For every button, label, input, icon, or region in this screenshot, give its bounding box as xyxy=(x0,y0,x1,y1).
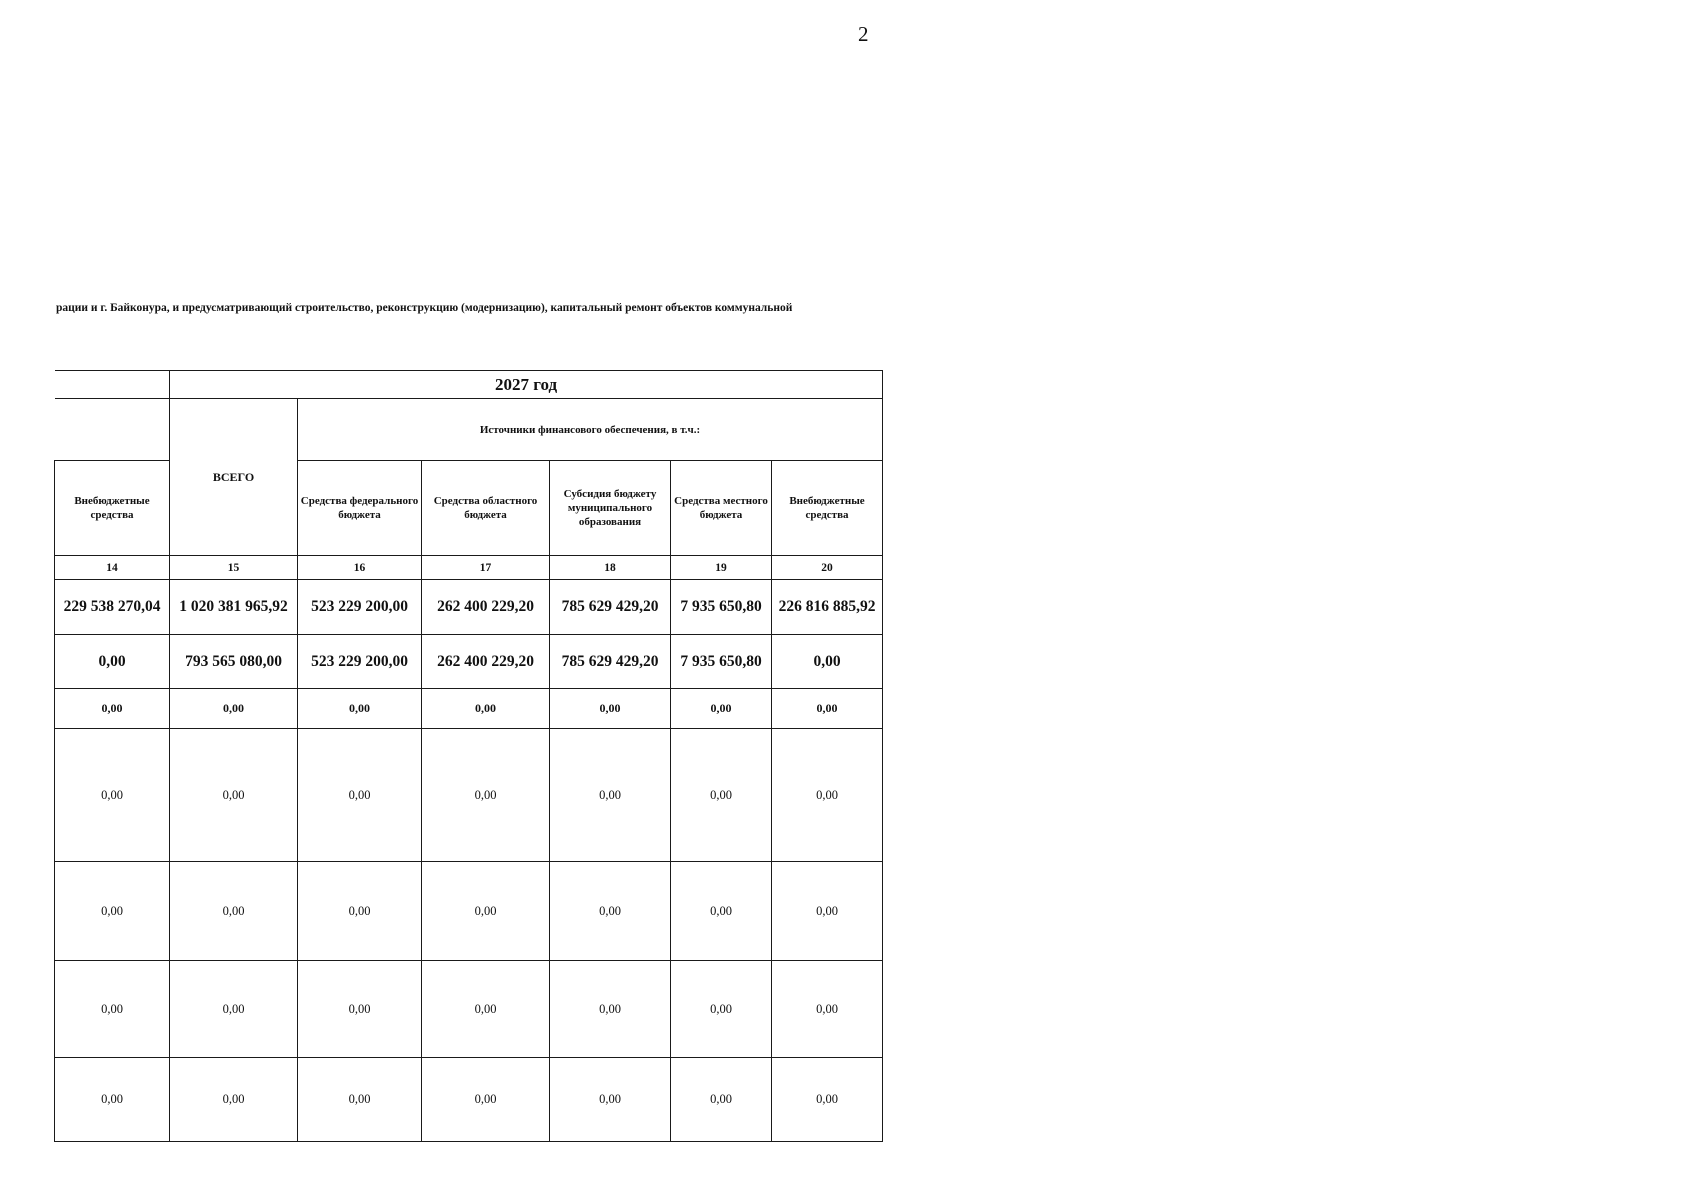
table-cell: 0,00 xyxy=(298,1058,422,1142)
table-row xyxy=(55,729,883,862)
table-cell: 785 629 429,20 xyxy=(550,580,671,635)
table-cell: 0,00 xyxy=(55,689,170,729)
extrabudgetary-header: Внебюджетные средства xyxy=(772,461,883,556)
table-cell: 0,00 xyxy=(170,961,298,1058)
column-number-row xyxy=(55,556,883,580)
table-cell: 0,00 xyxy=(422,729,550,862)
column-number: 17 xyxy=(422,556,550,580)
table-cell: 1 020 381 965,92 xyxy=(170,580,298,635)
municipal-subsidy-header: Субсидия бюджету муниципального образования xyxy=(550,461,671,556)
table-cell: 0,00 xyxy=(422,862,550,961)
table-cell: 0,00 xyxy=(55,635,170,689)
column-number: 14 xyxy=(55,556,170,580)
table-cell: 0,00 xyxy=(550,1058,671,1142)
table-cell: 0,00 xyxy=(671,862,772,961)
column-number: 20 xyxy=(772,556,883,580)
table-cell: 0,00 xyxy=(550,689,671,729)
table-cell: 0,00 xyxy=(55,961,170,1058)
table-cell: 0,00 xyxy=(170,1058,298,1142)
table-cell: 0,00 xyxy=(550,729,671,862)
table-cell: 0,00 xyxy=(550,862,671,961)
table-cell: 0,00 xyxy=(422,961,550,1058)
table-row xyxy=(55,961,883,1058)
table-cell: 0,00 xyxy=(422,1058,550,1142)
sources-header: Источники финансового обеспечения, в т.ч.: xyxy=(298,399,883,461)
table-cell: 0,00 xyxy=(772,1058,883,1142)
table-cell: 0,00 xyxy=(170,689,298,729)
table-cell: 785 629 429,20 xyxy=(550,635,671,689)
table-cell: 7 935 650,80 xyxy=(671,635,772,689)
table-cell: 0,00 xyxy=(772,689,883,729)
table-cell: 7 935 650,80 xyxy=(671,580,772,635)
table-cell: 0,00 xyxy=(55,729,170,862)
table-cell: 0,00 xyxy=(298,961,422,1058)
table-row xyxy=(55,862,883,961)
total-header: ВСЕГО xyxy=(170,399,298,556)
table-cell: 226 816 885,92 xyxy=(772,580,883,635)
table-cell: 0,00 xyxy=(298,689,422,729)
column-number: 18 xyxy=(550,556,671,580)
blank-header-cell xyxy=(55,399,170,461)
continued-heading-text: рации и г. Байконура, и предусматривающий строительство, реконструкцию (модернизацию), капитальный ремонт объектов коммунальной xyxy=(56,302,793,314)
table-cell: 0,00 xyxy=(170,729,298,862)
table-row xyxy=(55,580,883,635)
table-cell: 0,00 xyxy=(170,862,298,961)
header-row-year xyxy=(55,371,883,399)
table-cell: 262 400 229,20 xyxy=(422,635,550,689)
column-number: 16 xyxy=(298,556,422,580)
col14-header: Внебюджетные средства xyxy=(55,461,170,556)
table-cell: 0,00 xyxy=(671,1058,772,1142)
local-budget-header: Средства местного бюджета xyxy=(671,461,772,556)
table-row xyxy=(55,689,883,729)
table-cell: 0,00 xyxy=(298,729,422,862)
column-number: 15 xyxy=(170,556,298,580)
year-header: 2027 год xyxy=(170,371,883,399)
column-number: 19 xyxy=(671,556,772,580)
table-cell: 0,00 xyxy=(55,1058,170,1142)
table-cell: 0,00 xyxy=(671,689,772,729)
header-row-sources xyxy=(55,399,883,461)
table-cell: 229 538 270,04 xyxy=(55,580,170,635)
regional-budget-header: Средства областного бюджета xyxy=(422,461,550,556)
table-cell: 0,00 xyxy=(772,961,883,1058)
table-cell: 0,00 xyxy=(671,961,772,1058)
blank-header-cell xyxy=(55,371,170,399)
page-number: 2 xyxy=(858,22,869,46)
federal-budget-header: Средства федерального бюджета xyxy=(298,461,422,556)
table-row xyxy=(55,1058,883,1142)
table-cell: 0,00 xyxy=(550,961,671,1058)
table-cell: 262 400 229,20 xyxy=(422,580,550,635)
budget-table xyxy=(54,370,883,1142)
table-cell: 0,00 xyxy=(298,862,422,961)
table-cell: 0,00 xyxy=(671,729,772,862)
table-cell: 0,00 xyxy=(772,635,883,689)
table-cell: 0,00 xyxy=(772,862,883,961)
table-cell: 0,00 xyxy=(422,689,550,729)
table-cell: 523 229 200,00 xyxy=(298,580,422,635)
table-cell: 0,00 xyxy=(55,862,170,961)
table-cell: 0,00 xyxy=(772,729,883,862)
table-cell: 793 565 080,00 xyxy=(170,635,298,689)
table-cell: 523 229 200,00 xyxy=(298,635,422,689)
table-row xyxy=(55,635,883,689)
